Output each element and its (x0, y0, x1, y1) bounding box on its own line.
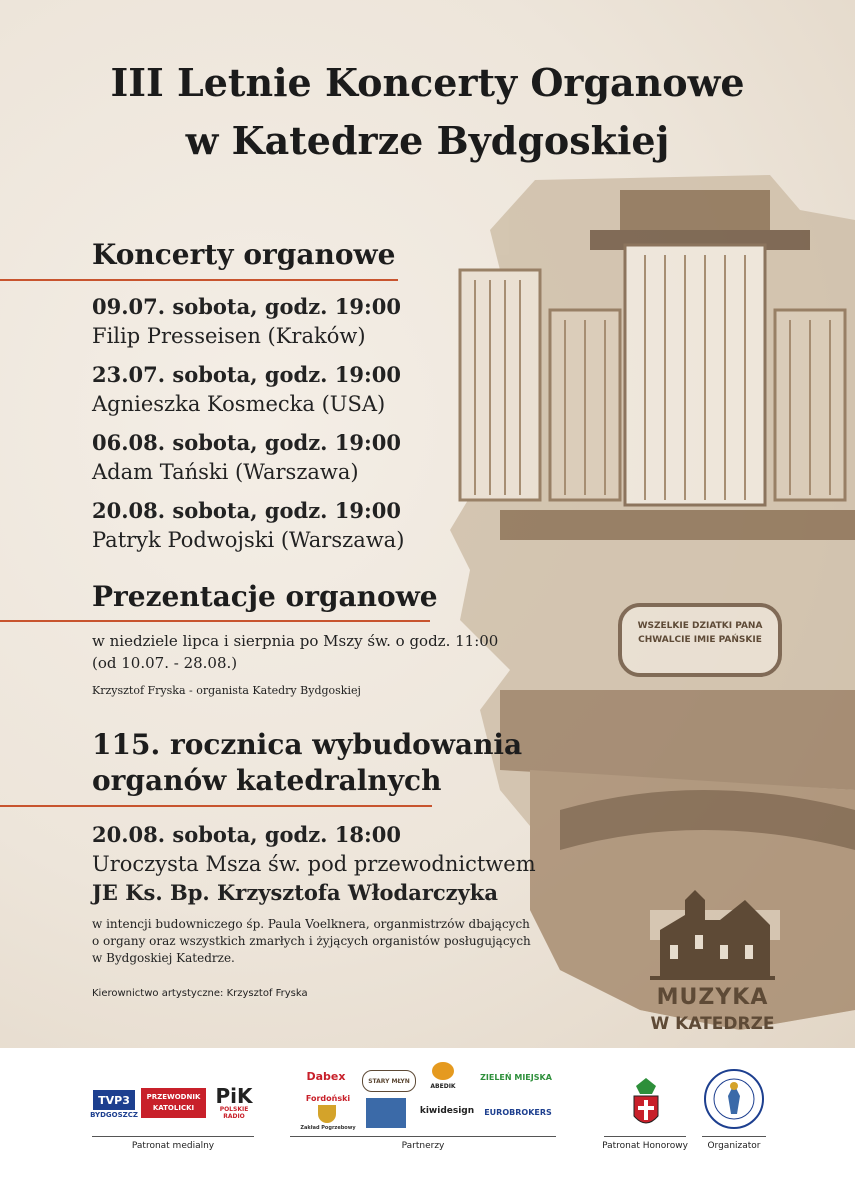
przewodnik-logo (141, 1088, 206, 1118)
concert-2-date: 23.07. sobota, godz. 19:00 (92, 362, 401, 387)
anniversary-date: 20.08. sobota, godz. 18:00 (92, 822, 401, 847)
przewodnik-line2: KATOLICKI (152, 1104, 195, 1112)
honor-label: Patronat Honorowy (602, 1141, 688, 1151)
cathedral-logo-icon (650, 890, 775, 980)
organ-inscription-line1: WSZELKIE DZIATKI PANA (637, 621, 763, 631)
concert-1-date: 09.07. sobota, godz. 19:00 (92, 294, 401, 319)
przewodnik-line1: PRZEWODNIK (146, 1093, 201, 1101)
partners-divider (290, 1136, 556, 1137)
fordonski-sub: Zakład Pogrzebowy (300, 1125, 356, 1131)
media-divider (92, 1136, 254, 1137)
anniversary-intention-line2: o organy oraz wszystkich zmarłych i żyjących organistów posługujących (92, 934, 531, 948)
anniversary-intention-line1: w intencji budowniczego śp. Paula Voelknera, organmistrzów dbających (92, 917, 530, 931)
organ-inscription-line2: CHWALCIE IMIE PAŃSKIE (638, 635, 762, 645)
abedik-logo: ABEDIK (430, 1082, 456, 1090)
presentations-line1: w niedziele lipca i sierpnia po Mszy św. o godz. 11:00 (92, 632, 499, 650)
kiwidesign-logo: kiwidesign (419, 1106, 475, 1116)
partners-label: Partnerzy (401, 1141, 445, 1151)
organizer-divider (702, 1136, 766, 1137)
pik-logo: PiK (215, 1084, 253, 1108)
cathedral-friends-logo-icon (366, 1098, 406, 1128)
abedik-icon (432, 1062, 454, 1080)
artistic-direction: Kierownictwo artystyczne: Krzysztof Fryska (92, 988, 308, 999)
zielen-miejska-logo: ZIELEŃ MIEJSKA (480, 1072, 552, 1082)
honor-divider (604, 1136, 686, 1137)
concerts-heading: Koncerty organowe (92, 238, 396, 271)
eurobrokers-logo: EUROBROKERS (484, 1107, 552, 1117)
anniversary-heading-line2: organów katedralnych (92, 764, 442, 797)
fordonski-shield-icon (318, 1105, 336, 1123)
brand-line2: W KATEDRZE (650, 1014, 775, 1034)
title-line1: III Letnie Koncerty Organowe (110, 60, 745, 105)
concert-3-performer: Adam Tański (Warszawa) (92, 460, 359, 484)
presentations-line2: (od 10.07. - 28.08.) (92, 654, 238, 672)
concert-4-performer: Patryk Podwojski (Warszawa) (92, 528, 405, 552)
concerts-rule (0, 279, 398, 281)
title-line2: w Katedrze Bydgoskiej (185, 118, 670, 163)
tvp3-logo: TVP3 (93, 1090, 135, 1110)
pik-sub: POLSKIE RADIO (219, 1106, 249, 1120)
concert-4-date: 20.08. sobota, godz. 19:00 (92, 498, 401, 523)
fordonski-logo: Fordoński (305, 1093, 351, 1103)
anniversary-mass-line2: JE Ks. Bp. Krzysztofa Włodarczyka (92, 880, 498, 905)
dabex-logo: Dabex (306, 1069, 346, 1083)
brand-line1: MUZYKA (656, 985, 769, 1010)
concert-1-performer: Filip Presseisen (Kraków) (92, 324, 366, 348)
bishop-coat-of-arms-icon (626, 1076, 666, 1132)
organ-illustration (440, 150, 855, 1048)
organizer-label: Organizator (707, 1141, 761, 1151)
footer (0, 1048, 855, 1200)
concert-3-date: 06.08. sobota, godz. 19:00 (92, 430, 401, 455)
tvp3-sub: BYDGOSZCZ (90, 1111, 138, 1119)
media-label: Patronat medialny (131, 1141, 215, 1151)
anniversary-intention-line3: w Bydgoskiej Katedrze. (92, 951, 235, 965)
parish-seal-icon (703, 1068, 765, 1130)
anniversary-rule (0, 805, 432, 807)
concert-2-performer: Agnieszka Kosmecka (USA) (92, 392, 386, 416)
presentations-rule (0, 620, 430, 622)
presentations-organist: Krzysztof Fryska - organista Katedry Bydgoskiej (92, 684, 361, 697)
presentations-heading: Prezentacje organowe (92, 580, 438, 613)
anniversary-heading-line1: 115. rocznica wybudowania (92, 728, 523, 761)
stary-mlyn-logo: STARY MŁYN (362, 1070, 416, 1092)
anniversary-mass-line1: Uroczysta Msza św. pod przewodnictwem (92, 852, 536, 876)
